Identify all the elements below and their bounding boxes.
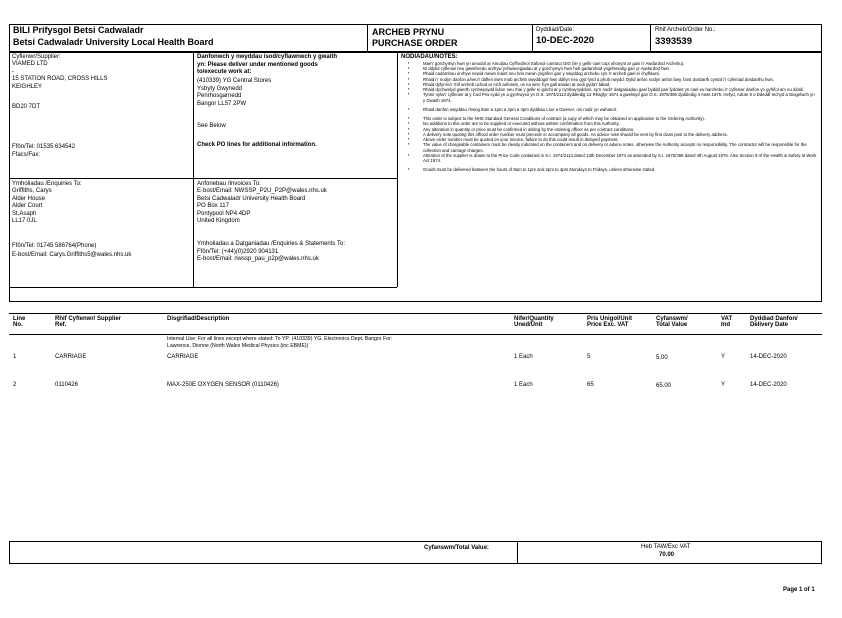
notes-label: NODIADAU/NOTES:: [401, 54, 458, 60]
row-vat: Y: [721, 354, 726, 360]
enquiries-address: [12, 188, 52, 226]
deliver-to-label: [197, 54, 337, 77]
row-description: CARRIAGE: [167, 354, 199, 360]
row-unit-price: 65: [587, 382, 594, 388]
invoices-address: [197, 188, 327, 226]
notes-list: [405, 61, 817, 172]
total-label: Cyfanswm/Total Value:: [424, 545, 489, 551]
row-supplier-ref: CARRIAGE: [55, 354, 87, 360]
supplier-address-line: 15 STATION ROAD, CROSS HILLS: [12, 76, 108, 82]
supplier-phone: Ffôn/Tel: 01535 634542: [12, 144, 76, 150]
note-item: ▪ Rhaid dychwelyd gwerth cynhwysydd lidion neu rhai y gellir ei golchi ar y cynhwysyddion, sy'n nodi'r datganiadau gael byddd pan fyddant yn cael eu harchebu i'r cyflenwr danfon yn gyfrifol am eu didoli.: [405, 87, 817, 92]
table-header-rule: [9, 334, 822, 335]
supplier-address-line: BD20 7DT: [12, 104, 41, 110]
row-delivery-date: 14-DEC-2020: [750, 382, 787, 388]
enquiries-address-line: Alder Court: [12, 203, 43, 209]
enquiries-label: Ymholiadau /Enquiries To:: [12, 181, 82, 187]
note-item: ▪ Rhaid i'r nodyn danfon a/neu'r daflen swm mob archeb swyddogol hwn ddilyn neu gyd fynd a phob nwydd. Dylid anfon nodyn anfon bwy, bost dosbarth cyntaf i'r cyfeiriad dosbarthu hwn.: [405, 77, 817, 82]
col-header-unit-price: Pris Unigol/Unit Price Exc. VAT: [587, 316, 632, 328]
note-item: ▪ The value of chargeable containers must be clearly indicated on the containers and on delivery or advice notes, otherwise the Authority accepts no responsibility. The contractor will be responsible for the collection and carriage charges.: [405, 142, 817, 152]
col-header-line: Line No.: [13, 316, 26, 328]
check-po-note: Check PO lines for additional information.: [197, 142, 317, 148]
row-total: 5.00: [656, 355, 668, 361]
org-name-english: Betsi Cadwaladr University Local Health Board: [13, 37, 214, 47]
order-date: 10-DEC-2020: [536, 35, 595, 46]
supplier-address-line: VIAMED LTD: [12, 61, 48, 67]
supplier-fax: Ffacs/Fax:: [12, 152, 41, 158]
col-header-quantity: Nifer/Quantity Uned/Unit: [514, 316, 554, 328]
exc-vat-label: Heb TAW/Exc VAT: [641, 544, 691, 550]
supplier-label: Cyflenwr/Supplier:: [12, 54, 61, 60]
enquiries-address-line: St.Asaph: [12, 210, 37, 217]
date-label: Dyddiad/Date:: [536, 27, 575, 33]
delivery-address-line: Ysbyty Gwynedd: [197, 85, 243, 92]
doc-title-english: PURCHASE ORDER: [372, 38, 458, 48]
note-item: ▪ Attention of the supplier is drawn to the Price Code contained in S.I. 1974/2113 dated 13th December 1974 as amended by S.I. 1975/396 dated 4th August 1975. Also Section 9 of the Health & Safety at Work Act 1974.: [405, 153, 817, 163]
invoices-email[interactable]: E-bost/Email: NWSSP_P2U_P2P@wales.nhs.uk: [197, 188, 327, 194]
delivery-address-line: (410339) YG Central Stores: [197, 78, 272, 84]
statements-contact: [197, 241, 345, 264]
invoices-address-line: United Kingdom: [197, 218, 240, 224]
note-item: ▪ A delivery note quoting this official order number must precede or accompany all goods. An advice note should be sent by first class post to the delivery address.: [405, 132, 817, 137]
invoices-address-line: PO Box 117: [197, 203, 229, 209]
page-number: Page 1 of 1: [783, 587, 815, 593]
statements-label: Ymholiadau a Datganiadau /Enquiries & Statements To:: [197, 241, 345, 247]
note-item: ▪ This order is subject to the NHS Standard General Conditions of contract (a copy of which may be obtained on application to the Ordering Authority).: [405, 116, 817, 121]
enquiries-address-line: Alder House: [12, 195, 46, 202]
note-item: ▪ Rhaid danfon nwyddau rhwng 9am a 1pm a 2pm a 4pm dyddiau Llun a Gwener, oni nodir yn wahanol.: [405, 107, 817, 112]
note-item: ▪ Ni ddylid cyflenwi neu gweithredu unrhyw ychwanegiadau at y gorchymyn hwn heb gadarnhad ysgrifenedig gan yr Awdurdod hwn.: [405, 66, 817, 71]
invoices-address-line: Pontypool NP4 4DP: [197, 210, 251, 217]
note-item: ▪ Rhaid cadarnhau unrhyw newid mewn maint neu bris mewn ysgrifen gan y swyddog archebu cyn i'r archeb gael ei chyflawni.: [405, 71, 817, 76]
enquiries-address-line: LL17 0JL: [12, 218, 37, 224]
enquiries-email[interactable]: E-bost/Email: Carys.Griffiths5@wales.nhs.uk: [12, 252, 132, 258]
row-quantity: 1 Each: [514, 354, 533, 360]
note-item: ▪ Goods must be delivered between the hours of 9am to 1pm and 2pm to 4pm Mondays to Fridays, unless otherwise stated.: [405, 167, 817, 172]
row-description: MAX-250E OXYGEN SENSOR (0110426): [167, 382, 279, 388]
deliver-to-label-line: yn: Please deliver under mentioned goods: [197, 61, 318, 68]
statements-phone: Ffôn/Tel: (+44)(0)2920 904131: [197, 248, 279, 255]
supplier-address-line: KEIGHLEY: [12, 83, 43, 90]
order-number: 3393539: [655, 36, 692, 47]
enquiries-phone: Ffôn/Tel: 01745 586764(Phone): [12, 243, 97, 249]
row-vat: Y: [721, 382, 726, 388]
total-box: [9, 541, 822, 564]
note-item: ▪ Tynnir sylw'r cyflenwr at y Cod Pris sydd yn a gynhwysir yn O.S. 1974/2113 dyddiedig 13 Rhagfyr 1974 a gwelwyd gan O.S. 1975/396 dyddiedig 4 Awst 1975. Hefyd, Adran 9 o Ddeddf Iechyd a Diogelwch yn y Gwaith 1974.: [405, 92, 817, 102]
row-unit-price: 5: [587, 354, 591, 360]
total-value: 70.00: [659, 552, 675, 558]
col-header-vat: VAT Ind: [721, 316, 733, 328]
note-item: ▪ Above order number must be quoted on your invoice, failure to do this could result in delayed payment.: [405, 137, 817, 142]
supplier-address-line: [12, 91, 107, 104]
order-number-label: Rhif Archeb/Order No.:: [655, 27, 716, 33]
row-line-no: 2: [13, 382, 17, 388]
col-header-total: Cyfanswm/ Total Value: [656, 316, 688, 328]
col-header-delivery-date: Dyddiad Danfon/ Delivery Date: [750, 316, 798, 328]
enquiries-address-line: Griffiths, Carys: [12, 188, 52, 194]
deliver-to-label-line: to/execute work at:: [197, 69, 252, 75]
supplier-address-line: -: [12, 68, 14, 75]
deliver-to-label-line: Danfonwch y nwyddau isod/cyflawnwch y gwaith: [197, 54, 338, 60]
internal-use-note: Internal Use: For all lines except where stated: To YP: (410339) YG, Electronics Dept, Bangor For: Lawrence, Dionne (North Wales Medical Physics (inc EBME)): [167, 336, 393, 349]
row-delivery-date: 14-DEC-2020: [750, 354, 787, 360]
delivery-address-line: Bangor LL57 2PW: [197, 100, 247, 107]
table-top-rule: [9, 313, 822, 314]
delivery-address-line: Penrhosgarnedd: [197, 93, 242, 99]
statements-email[interactable]: E-bost/Email: nwssp_pau_p2p@wales.nhs.uk: [197, 256, 319, 262]
invoices-label: Anfonebau /Invoices To:: [197, 181, 261, 187]
note-item: ▪ Rhaid dyfynnu'r rhif archeb uchod ar eich anfoneb, os na wnir, hyn gall arwain at oedi gyda'r taliad.: [405, 82, 817, 87]
invoices-address-line: Betsi Cadwaladr University Health Board: [197, 195, 306, 202]
col-header-description: Disgrifiad/Description: [167, 316, 230, 322]
note-item: ▪ Any alteration in quantity or price must be confirmed in writing by the ordering officer as per contract conditions.: [405, 127, 817, 132]
note-item: ▪ Mae'r gorchymyn hwn yn amodol ar Amodau Cyffredinol Safonol contract GIG (ile y gellir cael copi ohonynt ar gais i'r Awdurdod Archebu).: [405, 61, 817, 66]
supplier-address: [12, 61, 107, 112]
col-header-supplier-ref: Rhif Cyflenwr/ Supplier Ref.: [55, 316, 122, 328]
see-below: See Below: [197, 123, 226, 129]
row-total: 65.00: [656, 383, 672, 389]
row-line-no: 1: [13, 354, 17, 360]
row-supplier-ref: 0110426: [55, 382, 78, 388]
doc-title-welsh: ARCHEB PRYNU: [372, 27, 445, 37]
delivery-address: [197, 78, 271, 108]
org-name-welsh: BILI Prifysgol Betsi Cadwaladr: [13, 25, 144, 35]
note-item: ▪ No additions to this order are to be supplied or executed without written confirmation from this Authority.: [405, 121, 817, 126]
row-quantity: 1 Each: [514, 382, 533, 388]
